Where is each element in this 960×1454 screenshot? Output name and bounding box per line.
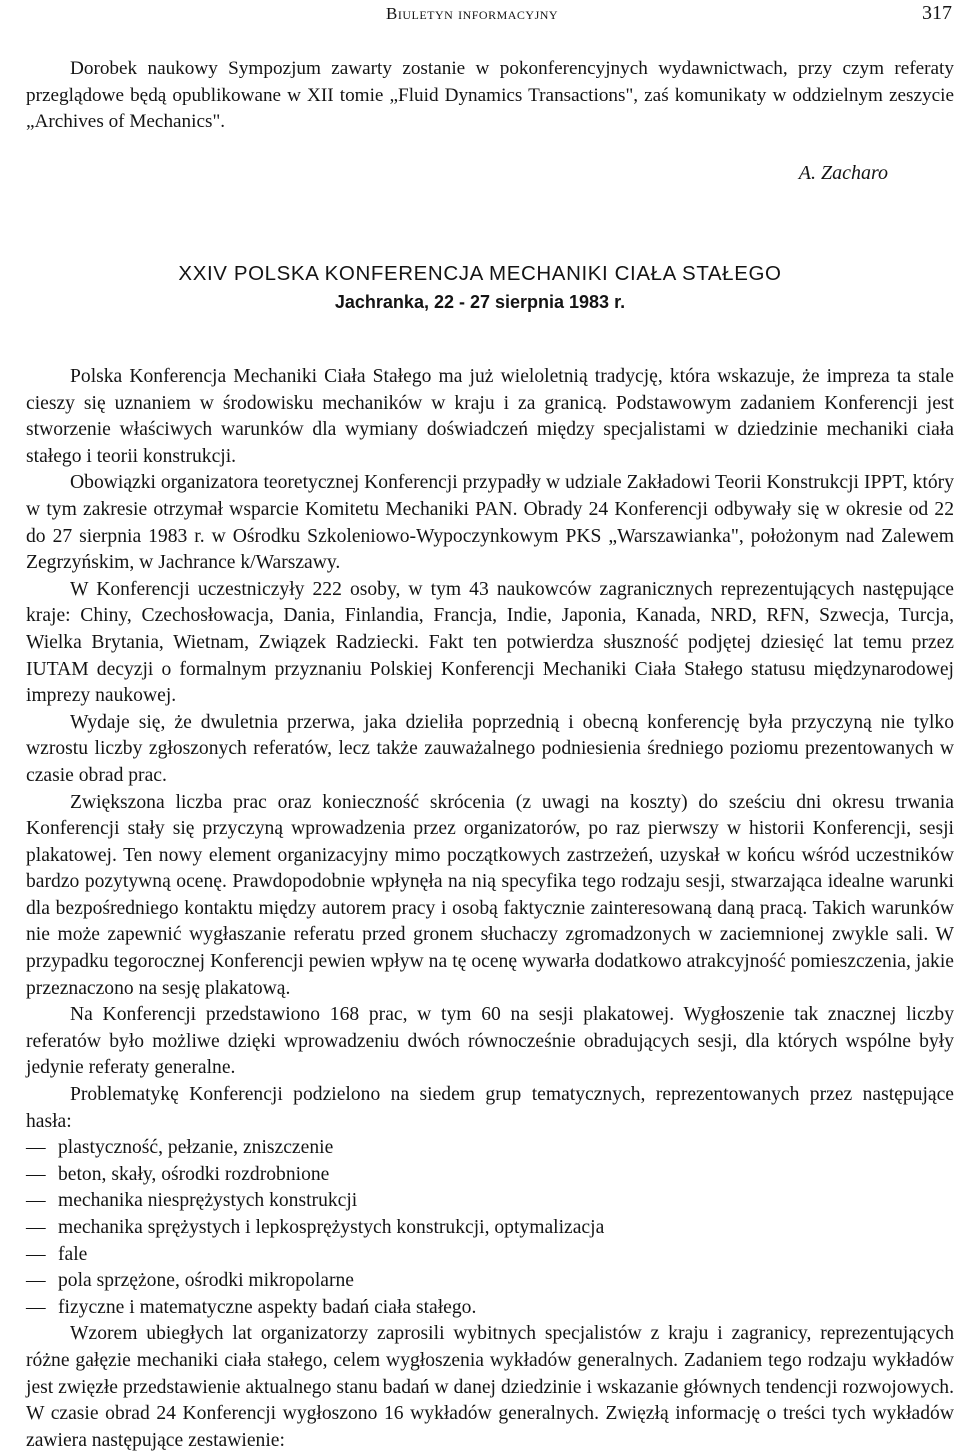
body-paragraph: Wzorem ubiegłych lat organizatorzy zaprosili wybitnych specjalistów z kraju i zagranicy, reprezentujących różne gałęzie mechaniki ciała stałego, celem wygłoszenia wykładów generalnych. Zadaniem tego rodzaju wykładów jest zwięzłe przedstawienie aktualnego stanu badań w danej dziedzinie i wskazanie głównych tendencji rozwojowych. W czasie obrad 24 Konferencji wygłoszono 16 wykładów generalnych. Zwięzłą informację o treści tych wykładów zawiera następujące zestawienie:: [26, 1323, 954, 1451]
topic-text: beton, skały, ośrodki rozdrobnione: [58, 1163, 330, 1185]
topic-text: mechanika niesprężystych konstrukcji: [58, 1190, 358, 1212]
list-dash: —: [26, 1163, 46, 1185]
section-subtitle: Jachranka, 22 - 27 sierpnia 1983 r.: [334, 292, 626, 312]
topic-text: fale: [58, 1243, 88, 1265]
body-paragraph: Zwiększona liczba prac oraz konieczność skrócenia (z uwagi na koszty) do sześciu dni okresu trwania Konferencji stały się przyczyną wprowadzenia przez organizatorów, po raz pierwszy w historii Konferencji, sesji plakatowej. Ten nowy element organizacyjny mimo początkowych zastrzeżeń, uzyskał w końcu wśród uczestników bardzo pozytywną ocenę. Prawdopodobnie wpłynęła na nią specyfika tego rodzaju sesji, stwarzająca idealne warunki dla bezpośredniego kontaktu między autorem pracy i osobą faktycznie zainteresowaną daną pracą. Takich warunków nie może zapewnić wygłaszanie referatu przed gronem słuchaczy zgromadzonych w zaciemnionej zwykle sali. W przypadku tegorocznej Konferencji pewien wpływ na tę ocenę wywarła dodatkowo atrakcyjność pomieszczenia, jakie przeznaczono na sesję plakatową.: [26, 791, 954, 999]
topic-text: fizyczne i matematyczne aspekty badań ciała stałego.: [58, 1296, 477, 1318]
intro-paragraph: Dorobek naukowy Sympozjum zawarty zostanie w pokonferencyjnych wydawnictwach, przy czym referaty przeglądowe będą opublikowane w XII tomie „Fluid Dynamics Transactions", zaś komunikaty w oddzielnym zeszycie „Archives of Mechanics".: [26, 58, 954, 133]
body-paragraph: Na Konferencji przedstawiono 168 prac, w tym 60 na sesji plakatowej. Wygłoszenie tak znacznej liczby referatów było możliwe dzięki wprowadzeniu dwóch równocześnie obradujących sesji, dla których wspólne były jedynie referaty generalne.: [26, 1004, 954, 1079]
running-head: Biuletyn informacyjny: [386, 4, 559, 23]
list-dash: —: [26, 1270, 46, 1292]
author-signature: A. Zacharo: [798, 162, 888, 184]
topic-text: plastyczność, pełzanie, zniszczenie: [58, 1137, 334, 1159]
topic-text: pola sprzężone, ośrodki mikropolarne: [58, 1270, 354, 1292]
topic-list: [26, 1135, 954, 1321]
list-dash: —: [26, 1137, 46, 1159]
list-dash: —: [26, 1217, 46, 1238]
page-number: 317: [922, 2, 952, 24]
list-item: [26, 1162, 954, 1189]
body-paragraph: W Konferencji uczestniczyły 222 osoby, w tym 43 naukowców zagranicznych reprezentujących następujące kraje: Chiny, Czechosłowacja, Dania, Finlandia, Francja, Indie, Japonia, Kanada, NRD, RFN, Szwecja, Turcja, Wielka Brytania, Wietnam, Związek Radziecki. Fakt ten potwierdza słuszność podjętej dziesięć lat temu przez IUTAM decyzji o formalnym przyznaniu Polskiej Konferencji Mechaniki Ciała Stałego statusu międzynarodowej imprezy naukowej.: [26, 578, 954, 707]
body-paragraph: Problematykę Konferencji podzielono na siedem grup tematycznych, reprezentowanych przez następujące hasła:: [26, 1084, 954, 1132]
list-item: [26, 1268, 954, 1295]
list-dash: —: [26, 1296, 46, 1318]
list-item: [26, 1135, 954, 1162]
body-paragraph: Obowiązki organizatora teoretycznej Konferencji przypadły w udziale Zakładowi Teorii Konstrukcji IPPT, który w tym zakresie otrzymał wsparcie Komitetu Mechaniki PAN. Obrady 24 Konferencji odbywały się w okresie od 22 do 27 sierpnia 1983 r. w Ośrodku Szkoleniowo-Wypoczynkowym PKS „Warszawianka", położonym nad Zalewem Zegrzyńskim, w Jachrance k/Warszawy.: [26, 472, 954, 574]
list-item: [26, 1215, 954, 1242]
list-dash: —: [26, 1190, 46, 1212]
list-item: [26, 1242, 954, 1269]
topic-text: mechanika sprężystych i lepkosprężystych konstrukcji, optymalizacja: [58, 1217, 605, 1238]
section-title: XXIV POLSKA KONFERENCJA MECHANIKI CIAŁA STAŁEGO: [178, 262, 782, 285]
list-dash: —: [26, 1243, 46, 1265]
body-paragraph: Polska Konferencja Mechaniki Ciała Stałego ma już wieloletnią tradycję, która wskazuje, że impreza ta stale cieszy się uznaniem w środowisku mechaników w kraju i za granicą. Podstawowym zadaniem Konferencji jest stworzenie właściwych warunków dla wymiany doświadczeń między specjalistami w dziedzinie mechaniki ciała stałego i teorii konstrukcji.: [26, 366, 954, 467]
body-paragraph: Wydaje się, że dwuletnia przerwa, jaka dzieliła poprzednią i obecną konferencję była przyczyną nie tylko wzrostu liczby zgłoszonych referatów, lecz także zauważalnego podniesienia średniego poziomu prezentowanych w czasie obrad prac.: [26, 711, 954, 786]
list-item: [26, 1188, 954, 1215]
article-body: [26, 364, 954, 1454]
list-item: [26, 1295, 954, 1322]
